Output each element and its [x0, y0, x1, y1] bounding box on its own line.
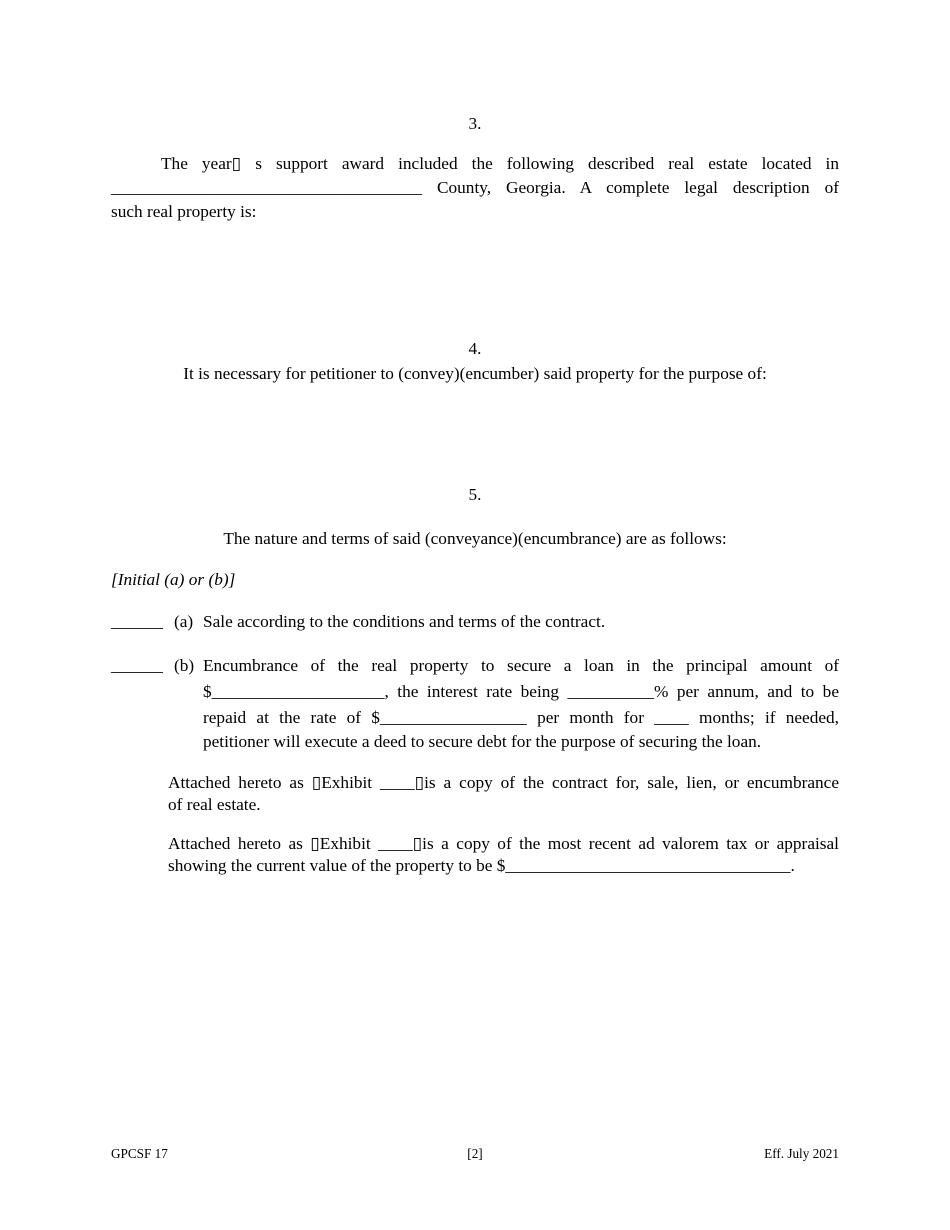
footer-form-id: GPCSF 17	[111, 1146, 168, 1161]
initial-instruction: [Initial (a) or (b)]	[111, 570, 236, 589]
option-b-line-3: repaid at the rate of $_________________ per month for ____ months; if needed,	[203, 708, 839, 727]
option-a-initial-blank[interactable]: ______	[111, 612, 163, 631]
option-b-initial-blank[interactable]: ______	[111, 656, 163, 675]
attached-appraisal-line-1: Attached hereto as ▯Exhibit ____▯is a copy of the most recent ad valorem tax or appraisal	[168, 834, 839, 853]
attached-appraisal-line-2: showing the current value of the property to be $_________________________________.	[168, 856, 795, 875]
option-b-line-4: petitioner will execute a deed to secure debt for the purpose of securing the loan.	[203, 732, 762, 751]
option-a-text: Sale according to the conditions and terms of the contract.	[203, 612, 606, 631]
section-4-text: It is necessary for petitioner to (convey)(encumber) said property for the purpose of:	[183, 364, 767, 383]
section-3-line-2: ____________________________________ County, Georgia. A complete legal description of	[111, 178, 839, 197]
option-b-line-1: Encumbrance of the real property to secure a loan in the principal amount of	[203, 656, 839, 675]
section-3-line-3: such real property is:	[111, 202, 257, 221]
section-5-intro: The nature and terms of said (conveyance)(encumbrance) are as follows:	[223, 529, 727, 548]
option-a-label: (a)	[174, 612, 194, 631]
attached-contract-line-1: Attached hereto as ▯Exhibit ____▯is a copy of the contract for, sale, lien, or encumbrance	[168, 773, 839, 792]
footer-page-number: [2]	[467, 1146, 483, 1161]
footer-effective-date: Eff. July 2021	[764, 1146, 839, 1161]
section-3-number: 3.	[468, 114, 482, 133]
option-b-line-2: $____________________, the interest rate being __________% per annum, and to be	[203, 682, 839, 701]
option-b-label: (b)	[174, 656, 195, 675]
section-5-number: 5.	[468, 485, 482, 504]
section-3-line-1: The year▯ s support award included the following described real estate located in	[161, 154, 839, 173]
attached-contract-line-2: of real estate.	[168, 795, 261, 814]
section-4-number: 4.	[468, 339, 482, 358]
